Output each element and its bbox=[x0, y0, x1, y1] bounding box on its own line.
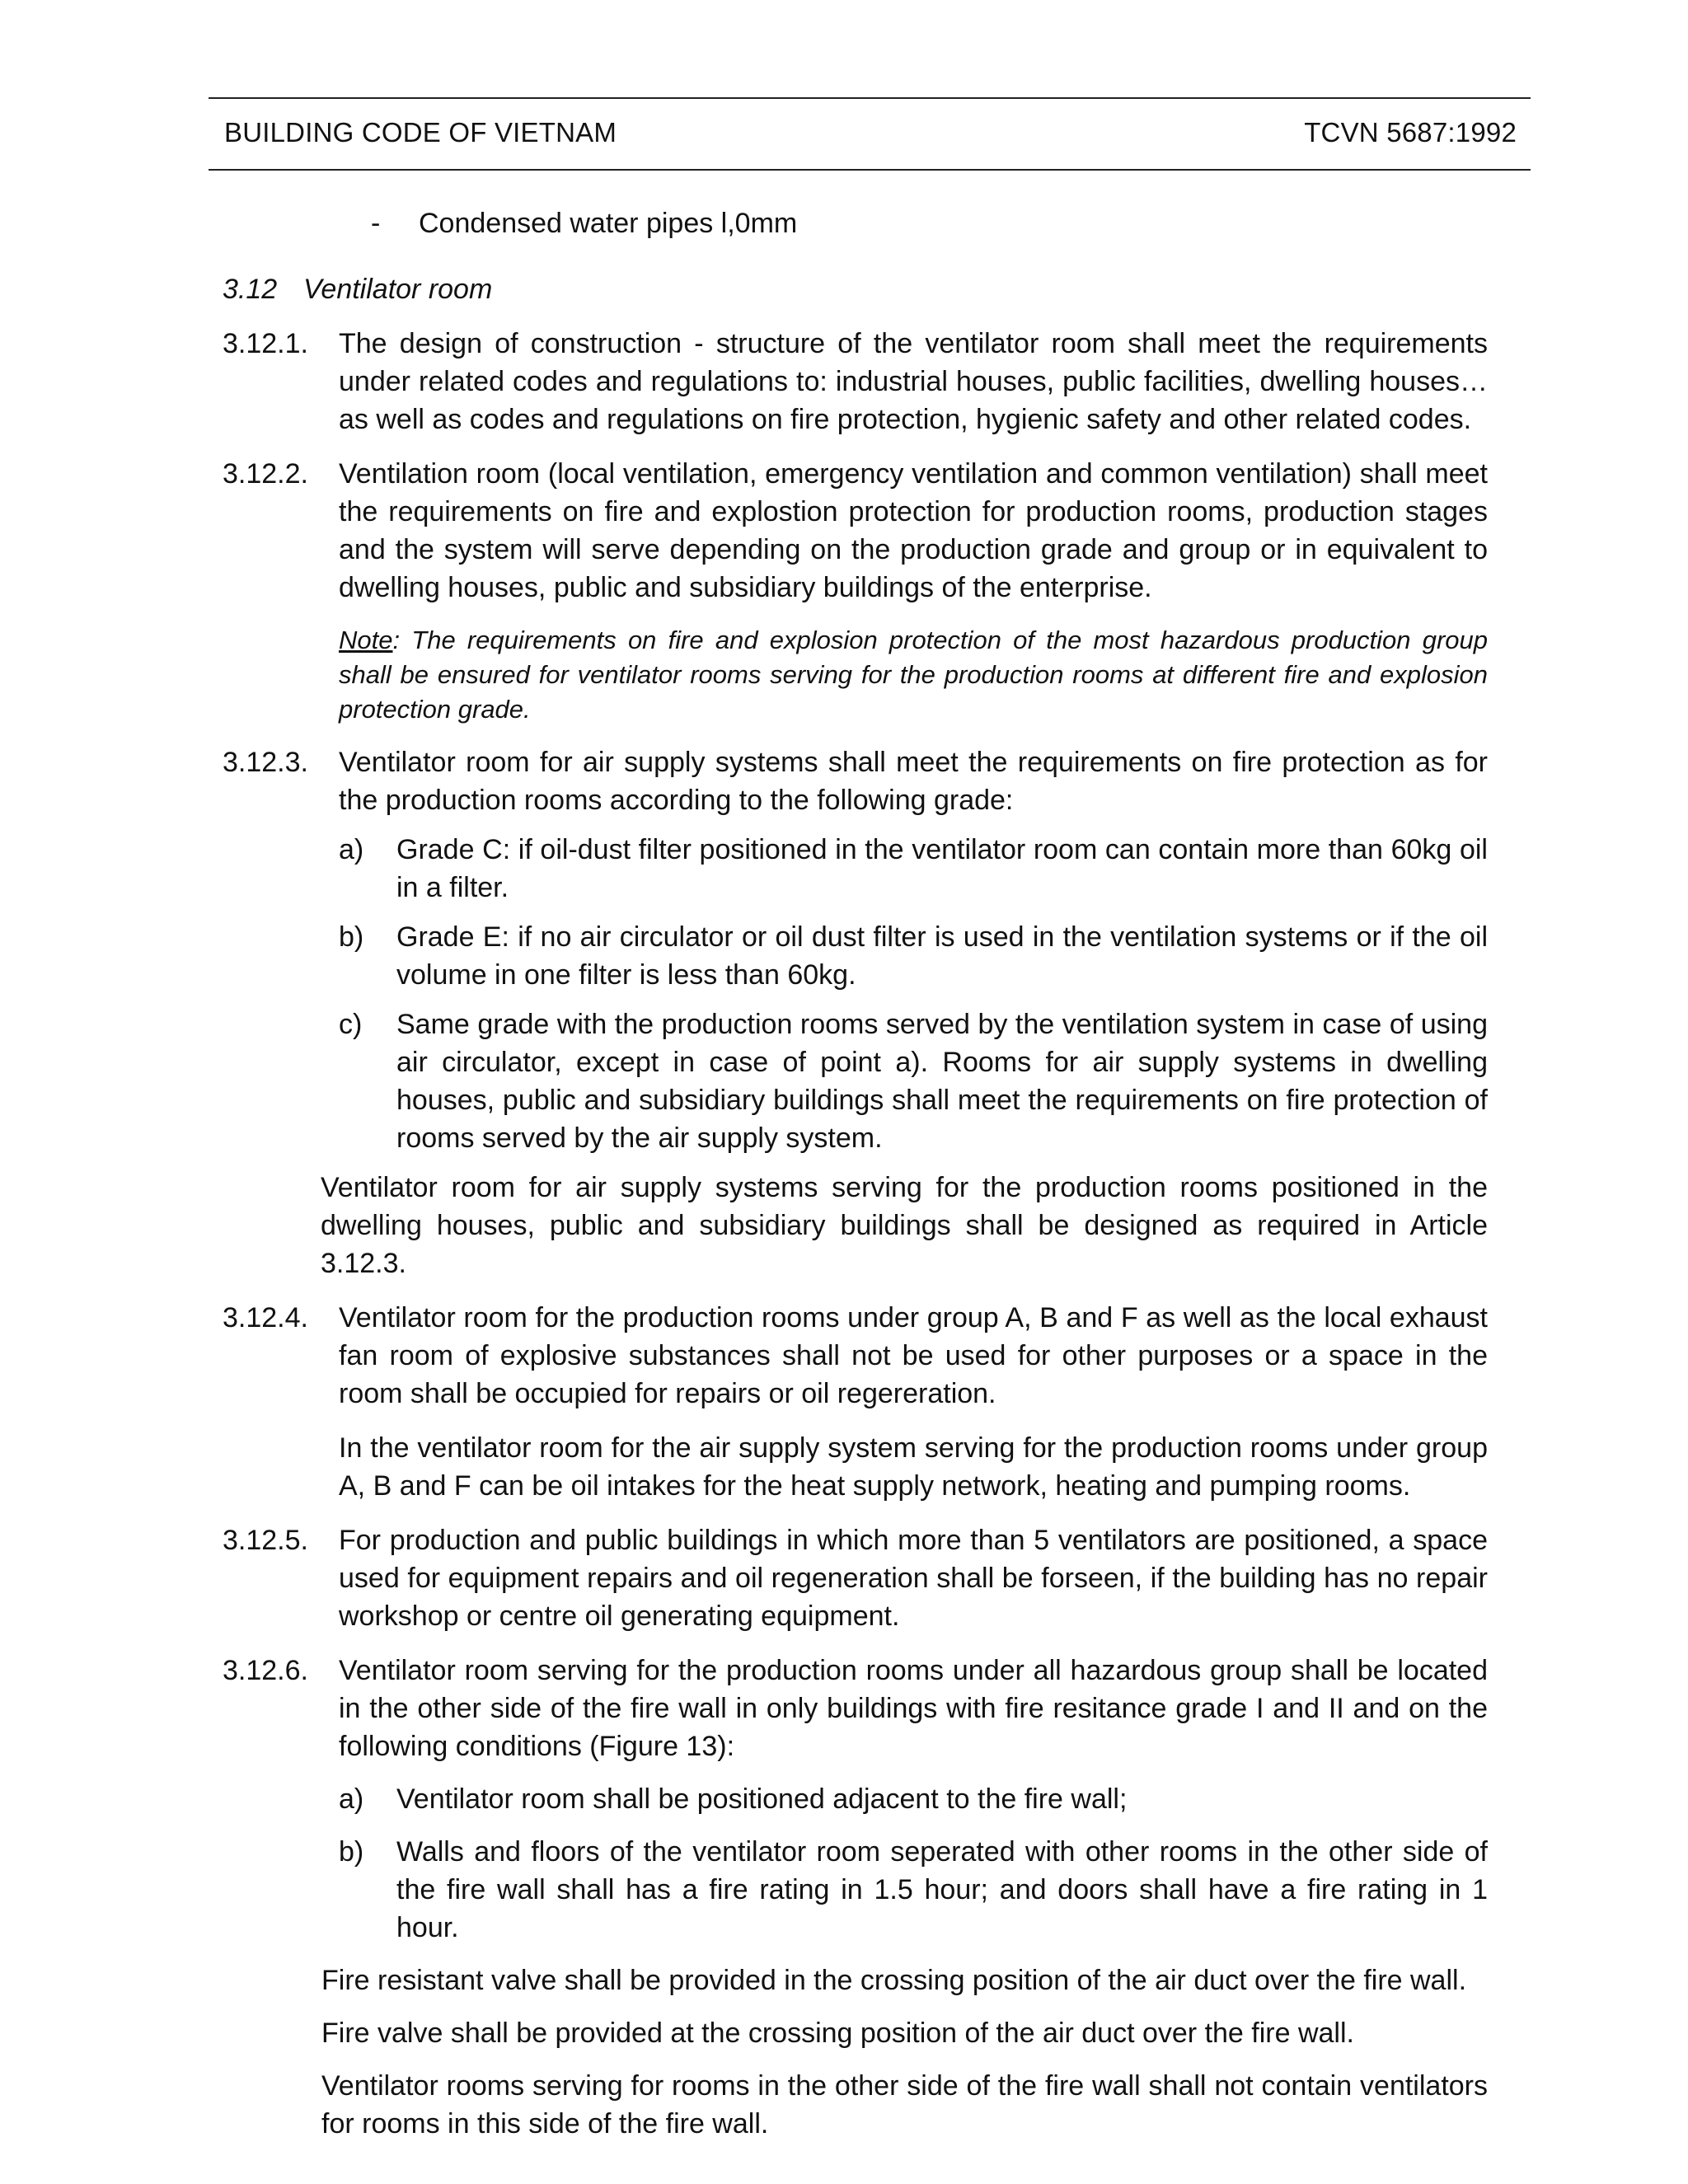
sub-item-label: c) bbox=[339, 1009, 363, 1040]
closing-paragraph: Fire resistant valve shall be provided in the crossing position of the air duct over the fire wall. bbox=[321, 1965, 1467, 1996]
sub-item-text: Ventilator room shall be positioned adjacent to the fire wall; bbox=[396, 1783, 1128, 1815]
clause-number: 3.12.4. bbox=[223, 1302, 308, 1333]
sub-item-label: a) bbox=[339, 1783, 364, 1815]
section-number: 3.12 bbox=[223, 274, 278, 305]
section-title: Ventilator room bbox=[303, 274, 493, 305]
clause-3-12-2 bbox=[223, 455, 1488, 727]
clause-number: 3.12.2. bbox=[223, 458, 308, 490]
document-body bbox=[223, 204, 1488, 2143]
clause-note bbox=[339, 623, 1488, 727]
list-item bbox=[371, 204, 1488, 242]
clause-3-12-4 bbox=[223, 1299, 1488, 1505]
closing-paragraph: Ventilator rooms serving for rooms in the other side of the fire wall shall not contain ventilators for rooms in this side of the fire wall. bbox=[321, 2070, 1488, 2139]
sub-item-b bbox=[339, 1833, 1488, 1947]
sub-item-label: a) bbox=[339, 834, 364, 865]
sub-item-label: b) bbox=[339, 921, 364, 953]
clause-text: Ventilation room (local ventilation, emergency ventilation and common ventilation) shall meet the requirements on fire and explostion protection for production rooms, production stages and the system will serve depending on the production grade and group or in equivalent to dwelling houses, public and subsidiary buildings of the enterprise. bbox=[339, 458, 1488, 603]
list-dash: - bbox=[371, 208, 381, 239]
section-heading bbox=[223, 270, 1488, 308]
clause-text: For production and public buildings in which more than 5 ventilators are positioned, a space used for equipment repairs and oil regeneration shall be forseen, if the building has no repair workshop or centre oil generating equipment. bbox=[339, 1525, 1488, 1632]
sub-item-a bbox=[339, 831, 1488, 907]
closing-paragraph: Fire valve shall be provided at the crossing position of the air duct over the fire wall. bbox=[321, 2018, 1354, 2049]
sub-item-text: Walls and floors of the ventilator room seperated with other rooms in the other side of the fire wall shall has a fire rating in 1.5 hour; and doors shall have a fire rating in 1 hour. bbox=[396, 1836, 1488, 1943]
sub-item-c bbox=[339, 1005, 1488, 1157]
clause-3-12-5 bbox=[223, 1521, 1488, 1635]
clause-3-12-1 bbox=[223, 325, 1488, 438]
note-text: : The requirements on fire and explosion protection of the most hazardous production group shall be ensured for ventilator rooms serving for the production rooms at different fire and explosion protection grade. bbox=[339, 626, 1488, 724]
clause-followup: Ventilator room for air supply systems serving for the production rooms positioned in the dwelling houses, public and subsidiary buildings shall be designed as required in Article 3.12.3. bbox=[321, 1172, 1488, 1279]
clause-paragraph: In the ventilator room for the air supply system serving for the production rooms under group A, B and F can be oil intakes for the heat supply network, heating and pumping rooms. bbox=[339, 1432, 1488, 1502]
sub-item-text: Grade C: if oil-dust filter positioned in the ventilator room can contain more than 60kg oil in a filter. bbox=[396, 834, 1488, 903]
header-bottom-rule bbox=[209, 169, 1531, 171]
sub-item-text: Grade E: if no air circulator or oil dust filter is used in the ventilation systems or if the oil volume in one filter is less than 60kg. bbox=[396, 921, 1488, 991]
sub-item-a bbox=[339, 1780, 1488, 1818]
header-top-rule bbox=[209, 97, 1531, 99]
sub-item-text: Same grade with the production rooms served by the ventilation system in case of using air circulator, except in case of point a). Rooms for air supply systems in dwelling houses, public and subsidiary buildings shall meet the requirements on fire protection of rooms served by the air supply system. bbox=[396, 1009, 1488, 1154]
note-label: Note bbox=[339, 626, 393, 654]
clause-text: The design of construction - structure of the ventilator room shall meet the requirements under related codes and regulations to: industrial houses, public facilities, dwelling houses… as well as codes and regulations on fire protection, hygienic safety and other related codes. bbox=[339, 328, 1488, 435]
list-item-text: Condensed water pipes l,0mm bbox=[419, 208, 798, 239]
clause-text: Ventilator room serving for the production rooms under all hazardous group shall be located in the other side of the fire wall in only buildings with fire resitance grade I and II and on the following conditions (Figure 13): bbox=[339, 1655, 1488, 1762]
clause-text: Ventilator room for air supply systems shall meet the requirements on fire protection as for the production rooms according to the following grade: bbox=[339, 747, 1488, 816]
clause-number: 3.12.5. bbox=[223, 1525, 308, 1556]
header-code: TCVN 5687:1992 bbox=[1304, 117, 1517, 148]
sub-item-label: b) bbox=[339, 1836, 364, 1868]
clause-number: 3.12.1. bbox=[223, 328, 308, 359]
header-title: BUILDING CODE OF VIETNAM bbox=[224, 117, 617, 148]
clause-3-12-6 bbox=[223, 1652, 1488, 1947]
clause-number: 3.12.6. bbox=[223, 1655, 308, 1686]
clause-number: 3.12.3. bbox=[223, 747, 308, 778]
clause-text: Ventilator room for the production rooms under group A, B and F as well as the local exhaust fan room of explosive substances shall not be used for other purposes or a space in the room shall be occupied for repairs or oil regereration. bbox=[339, 1302, 1488, 1409]
sub-item-b bbox=[339, 918, 1488, 994]
clause-3-12-3 bbox=[223, 743, 1488, 1282]
